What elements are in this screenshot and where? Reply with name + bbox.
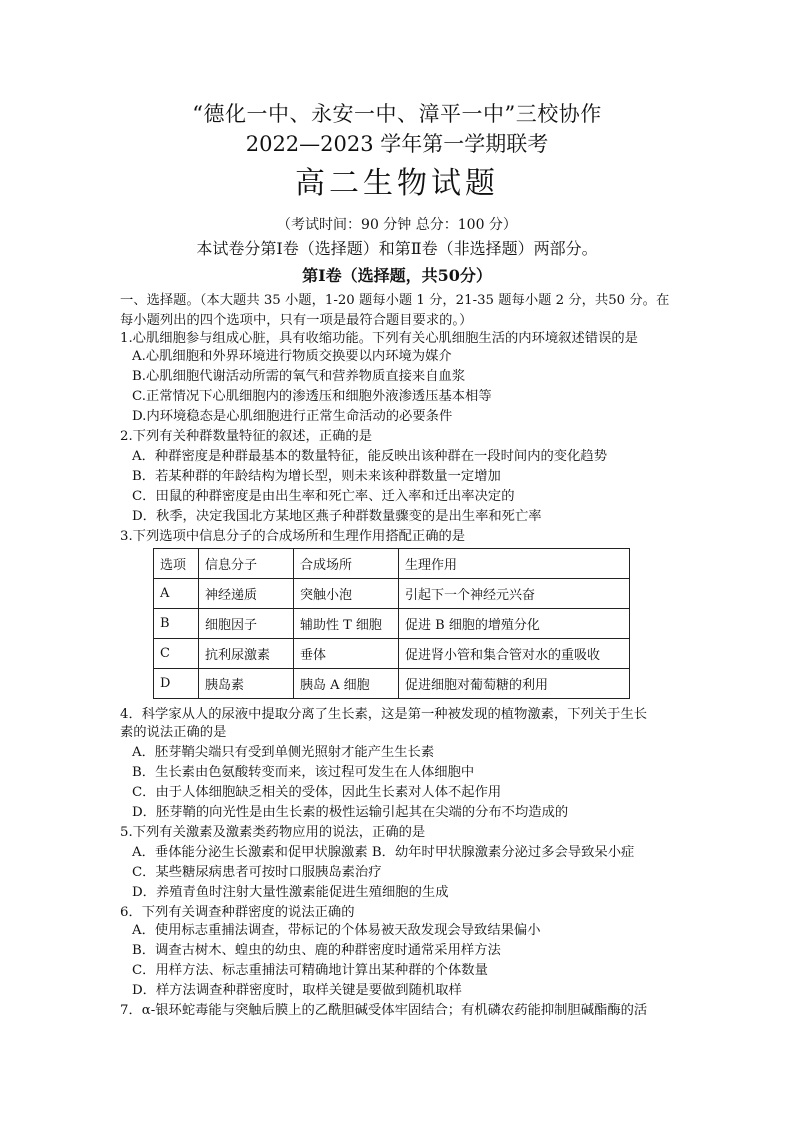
table-cell: 胰岛素: [199, 669, 294, 699]
table-cell: A: [154, 579, 199, 609]
table-cell: D: [154, 669, 199, 699]
q1-option-b: B.心肌细胞代谢活动所需的氧气和营养物质直接来自血浆: [132, 369, 466, 384]
table-cell: C: [154, 639, 199, 669]
q2-option-d: D．秋季，决定我国北方某地区燕子种群数量骤变的是出生率和死亡率: [132, 509, 542, 524]
q5-stem: 5.下列有关激素及激素类药物应用的说法，正确的是: [120, 825, 426, 840]
q2-option-a: A．种群密度是种群最基本的数量特征，能反映出该种群在一段时间内的变化趋势: [132, 449, 607, 464]
q5-option-ab: A．垂体能分泌生长激素和促甲状腺激素 B．幼年时甲状腺激素分泌过多会导致呆小症: [132, 845, 635, 860]
q4-stem-cont: 素的说法正确的是: [120, 725, 227, 740]
table-header-cell: 信息分子: [199, 549, 294, 579]
table-cell: 垂体: [294, 639, 399, 669]
table-header-cell: 生理作用: [399, 549, 630, 579]
table-cell: 胰岛 A 细胞: [294, 669, 399, 699]
instructions-line-2: 每小题列出的四个选项中，只有一项是最符合题目要求的。）: [120, 313, 473, 328]
q3-stem: 3.下列选项中信息分子的合成场所和生理作用搭配正确的是: [120, 529, 466, 544]
q7-stem: 7．α-银环蛇毒能与突触后膜上的乙酰胆碱受体牢固结合；有机磷农药能抑制胆碱酯酶的活: [120, 1003, 648, 1018]
q5-option-c: C．某些糖尿病患者可按时口服胰岛素治疗: [132, 865, 382, 880]
q5-option-d: D．养殖青鱼时注射大量性激素能促进生殖细胞的生成: [132, 885, 449, 900]
table-row: [154, 609, 630, 639]
table-row: [154, 639, 630, 669]
table-cell: 促进肾小管和集合管对水的重吸收: [399, 639, 630, 669]
exam-title: 高二生物试题: [295, 166, 499, 201]
school-header: “德化一中、永安一中、漳平一中”三校协作: [192, 102, 602, 126]
q2-stem: 2.下列有关种群数量特征的叙述，正确的是: [120, 429, 373, 444]
q4-option-b: B．生长素由色氨酸转变而来，该过程可发生在人体细胞中: [132, 765, 475, 780]
table-header-cell: 合成场所: [294, 549, 399, 579]
table-header-cell: 选项: [154, 549, 199, 579]
q1-option-a: A.心肌细胞和外界环境进行物质交换要以内环境为媒介: [132, 349, 452, 364]
paper-note: 本试卷分第Ⅰ卷（选择题）和第Ⅱ卷（非选择题）两部分。: [196, 239, 598, 258]
q6-option-d: D．样方法调查种群密度时，取样关键是要做到随机取样: [132, 983, 462, 998]
q2-option-b: B．若某种群的年龄结构为增长型，则未来该种群数量一定增加: [132, 469, 501, 484]
table-row: [154, 669, 630, 699]
q1-stem: 1.心肌细胞参与组成心脏，具有收缩功能。下列有关心肌细胞生活的内环境叙述错误的是: [120, 331, 638, 346]
table-cell: 神经递质: [199, 579, 294, 609]
table-cell: B: [154, 609, 199, 639]
q4-option-d: D．胚芽鞘的向光性是由生长素的极性运输引起其在尖端的分布不均造成的: [132, 805, 569, 820]
q6-option-a: A．使用标志重捕法调查，带标记的个体易被天敌发现会导致结果偏小: [132, 923, 541, 938]
table-cell: 辅助性 T 细胞: [294, 609, 399, 639]
table-cell: 抗利尿激素: [199, 639, 294, 669]
instructions-line-1: 一、选择题。（本大题共 35 小题，1-20 题每小题 1 分，21-35 题每小题 2 分，共50 分。在: [120, 293, 670, 308]
q6-option-b: B．调查古树木、蝗虫的幼虫、鹿的种群密度时通常采用样方法: [132, 943, 501, 958]
q2-option-c: C．田鼠的种群密度是由出生率和死亡率、迁入率和迁出率决定的: [132, 489, 515, 504]
q4-stem: 4．科学家从人的尿液中提取分离了生长素，这是第一种被发现的植物激素，下列关于生长: [120, 707, 648, 722]
table-cell: 突触小泡: [294, 579, 399, 609]
table-row: [154, 579, 630, 609]
q1-option-c: C.正常情况下心肌细胞内的渗透压和细胞外液渗透压基本相等: [132, 389, 492, 404]
table-cell: 引起下一个神经元兴奋: [399, 579, 630, 609]
q3-table: [153, 548, 630, 699]
q1-option-d: D.内环境稳态是心肌细胞进行正常生命活动的必要条件: [132, 409, 453, 424]
section-title: 第Ⅰ卷（选择题，共50分）: [302, 266, 492, 285]
term-header: 2022—2023 学年第一学期联考: [245, 132, 549, 156]
table-header-row: [154, 549, 630, 579]
exam-meta: （考试时间：90 分钟 总分：100 分）: [277, 217, 517, 233]
table-cell: 细胞因子: [199, 609, 294, 639]
table-cell: 促进 B 细胞的增殖分化: [399, 609, 630, 639]
q4-option-c: C．由于人体细胞缺乏相关的受体，因此生长素对人体不起作用: [132, 785, 502, 800]
q4-option-a: A．胚芽鞘尖端只有受到单侧光照射才能产生生长素: [132, 745, 435, 760]
q6-option-c: C．用样方法、标志重捕法可精确地计算出某种群的个体数量: [132, 963, 488, 978]
q6-stem: 6．下列有关调查种群密度的说法正确的: [120, 905, 355, 920]
table-cell: 促进细胞对葡萄糖的利用: [399, 669, 630, 699]
